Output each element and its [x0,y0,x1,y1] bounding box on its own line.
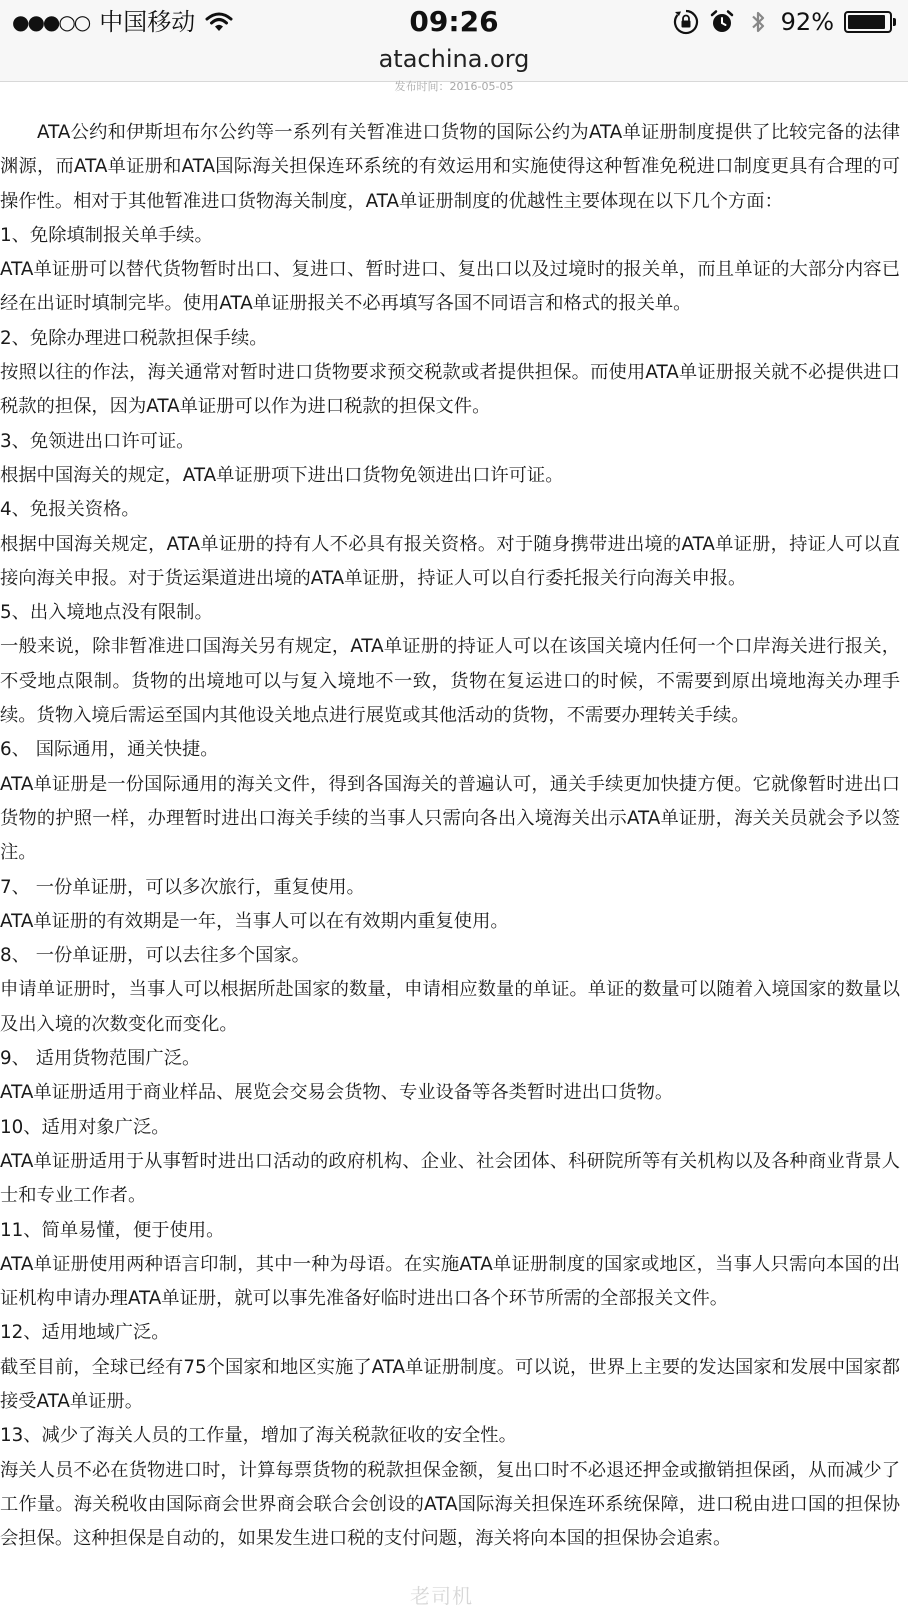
paragraph: 根据中国海关规定，ATA单证册的持有人不必具有报关资格。对于随身携带进出境的ATA单证册，持证人可以直接向海关申报。对于货运渠道进出境的ATA单证册，持证人可以自行委托报关行向海关申报。 [0,533,900,589]
section-heading: 13、减少了海关人员的工作量，增加了海关税款征收的安全性。 [0,1425,517,1447]
paragraph: 截至目前，全球已经有75个国家和地区实施了ATA单证册制度。可以说，世界上主要的发达国家和发展中国家都接受ATA单证册。 [0,1356,900,1412]
carrier-name: 中国移动 [99,8,196,36]
paragraph: 按照以往的作法，海关通常对暂时进口货物要求预交税款或者提供担保。而使用ATA单证册报关就不必提供进口税款的担保，因为ATA单证册可以作为进口税款的担保文件。 [0,362,900,418]
paragraph: 申请单证册时，当事人可以根据所赴国家的数量，申请相应数量的单证。单证的数量可以随着入境国家的数量以及出入境的次数变化而变化。 [0,979,900,1035]
paragraph: ATA公约和伊斯坦布尔公约等一系列有关暂准进口货物的国际公约为ATA单证册制度提供了比较完备的法律渊源，而ATA单证册和ATA国际海关担保连环系统的有效运用和实施使得这种暂准免税进口制度更具有合理的可操作性。相对于其他暂准进口货物海关制度，ATA单证册制度的优越性主要体现在以下几个方面： [0,122,900,212]
battery-icon [844,11,892,33]
paragraph: ATA单证册可以替代货物暂时出口、复进口、暂时进口、复出口以及过境时的报关单，而且单证的大部分内容已经在出证时填制完毕。使用ATA单证册报关不必再填写各国不同语言和格式的报关单。 [0,259,900,315]
url-text: atachina.org [378,45,530,73]
article-body [0,116,900,1556]
url-bar[interactable] [0,44,908,82]
paragraph: 一般来说，除非暂准进口国海关另有规定，ATA单证册的持证人可以在该国关境内任何一个口岸海关进行报关，不受地点限制。货物的出境地可以与复入境地不一致，货物在复运进口的时候，不需要到原出境地海关办理手续。货物入境后需运至国内其他设关地点进行展览或其他活动的货物，不需要办理转关手续。 [0,636,900,727]
signal-strength-icon: ●●●○○ [12,10,90,34]
section-heading: 3、免领进出口许可证。 [0,430,195,452]
section-heading: 9、 适用货物范围广泛。 [0,1048,201,1070]
bluetooth-icon [745,9,771,35]
status-time: 09:26 [409,5,499,38]
section-heading: 11、简单易懂，便于使用。 [0,1219,225,1241]
publish-date: 发布时间：2016-05-05 [394,80,514,93]
battery-fill [848,15,885,29]
status-right [673,6,892,38]
alarm-icon [709,9,735,35]
watermark: 老司机 [410,1584,473,1608]
section-heading: 2、免除办理进口税款担保手续。 [0,327,268,349]
battery-percent: 92% [780,8,834,36]
paragraph: ATA单证册适用于从事暂时进出口活动的政府机构、企业、社会团体、科研院所等有关机构以及各种商业背景人士和专业工作者。 [0,1150,900,1207]
paragraph: ATA单证册适用于商业样品、展览会交易会货物、专业设备等各类暂时进出口货物。 [0,1082,674,1104]
section-heading: 10、适用对象广泛。 [0,1116,170,1138]
paragraph: ATA单证册使用两种语言印制，其中一种为母语。在实施ATA单证册制度的国家或地区，当事人只需向本国的出证机构申请办理ATA单证册，就可以事先准备好临时进出口各个环节所需的全部报关文件。 [0,1253,900,1310]
section-heading: 6、 国际通用，通关快捷。 [0,739,219,761]
section-heading: 5、出入境地点没有限制。 [0,602,213,624]
paragraph: 根据中国海关的规定，ATA单证册项下进出口货物免领进出口许可证。 [0,464,564,486]
section-heading: 8、 一份单证册，可以去往多个国家。 [0,945,310,967]
orientation-lock-icon [673,9,699,35]
status-bar [0,0,908,44]
paragraph: 海关人员不必在货物进口时，计算每票货物的税款担保金额，复出口时不必退还押金或撤销担保函，从而减少了工作量。海关税收由国际商会世界商会联合会创设的ATA国际海关担保连环系统保障，进口税由进口国的担保协会担保。这种担保是自动的，如果发生进口税的支付问题，海关将向本国的担保协会追索。 [0,1459,900,1550]
paragraph: ATA单证册是一份国际通用的海关文件，得到各国海关的普遍认可，通关手续更加快捷方便。它就像暂时进出口货物的护照一样，办理暂时进出口海关手续的当事人只需向各出入境海关出示ATA单证册，海关关员就会予以签注。 [0,773,900,864]
section-heading: 1、免除填制报关单手续。 [0,224,213,246]
section-heading: 7、 一份单证册，可以多次旅行，重复使用。 [0,876,365,898]
section-heading: 12、适用地域广泛。 [0,1322,170,1344]
section-heading: 4、免报关资格。 [0,499,140,521]
paragraph: ATA单证册的有效期是一年，当事人可以在有效期内重复使用。 [0,910,509,932]
